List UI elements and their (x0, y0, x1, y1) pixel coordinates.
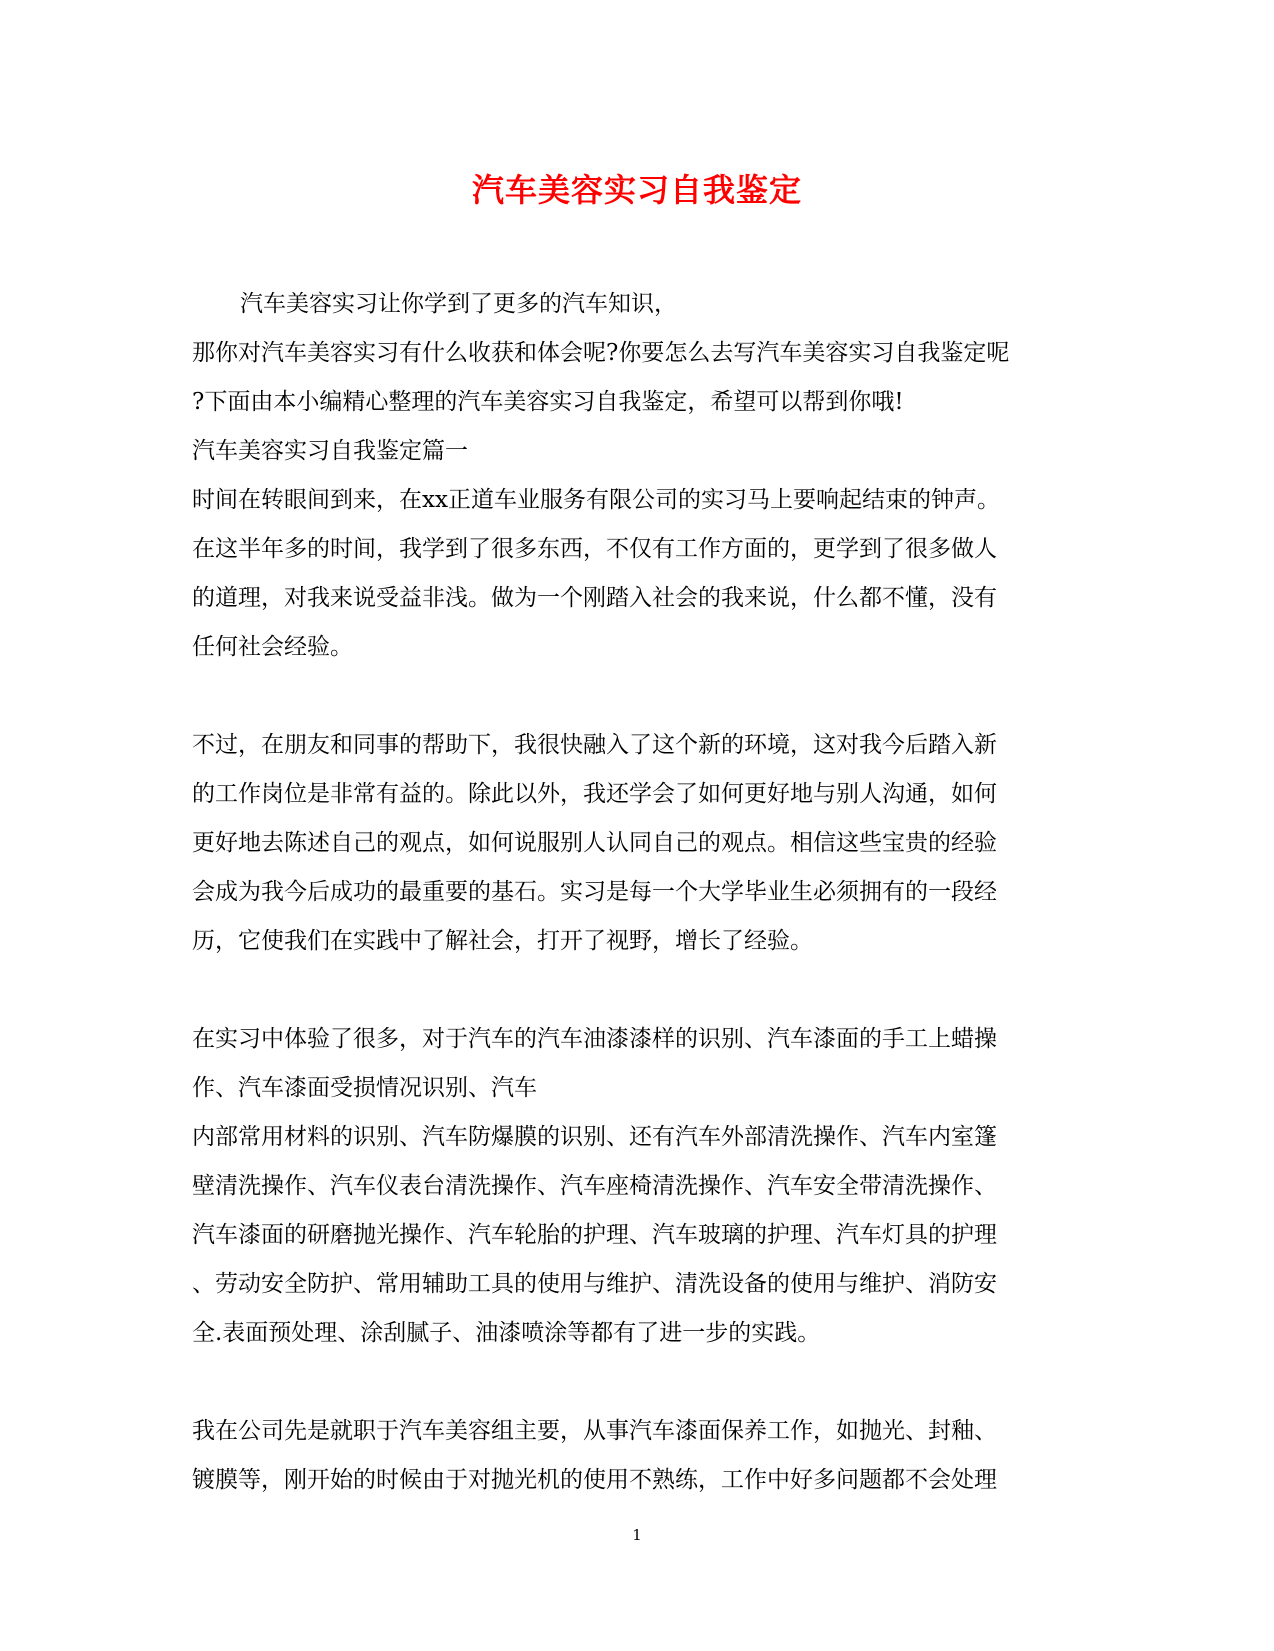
paragraph-line: 历，它使我们在实践中了解社会，打开了视野，增长了经验。 (192, 928, 813, 954)
paragraph-line: 全.表面预处理、涂刮腻子、油漆喷涂等都有了进一步的实践。 (192, 1320, 821, 1346)
paragraph-line: 内部常用材料的识别、汽车防爆膜的识别、还有汽车外部清洗操作、汽车内室篷 (192, 1124, 997, 1150)
paragraph-line: ?下面由本小编精心整理的汽车美容实习自我鉴定，希望可以帮到你哦! (192, 389, 904, 415)
paragraph-line: 的道理，对我来说受益非浅。做为一个刚踏入社会的我来说，什么都不懂，没有 (192, 585, 997, 611)
paragraph-line: 镀膜等，刚开始的时候由于对抛光机的使用不熟练，工作中好多问题都不会处理 (192, 1467, 997, 1493)
paragraph-gap (192, 672, 1092, 721)
paragraph-line: 我在公司先是就职于汽车美容组主要，从事汽车漆面保养工作，如抛光、封釉、 (192, 1418, 997, 1444)
paragraph-line: 、劳动安全防护、常用辅助工具的使用与维护、清洗设备的使用与维护、消防安 (192, 1271, 997, 1297)
paragraph-line: 在这半年多的时间，我学到了很多东西，不仅有工作方面的，更学到了很多做人 (192, 536, 997, 562)
paragraph-line: 的工作岗位是非常有益的。除此以外，我还学会了如何更好地与别人沟通，如何 (192, 781, 997, 807)
paragraph-line: 会成为我今后成功的最重要的基石。实习是每一个大学毕业生必须拥有的一段经 (192, 879, 997, 905)
paragraph-line: 任何社会经验。 (192, 634, 353, 660)
paragraph-line: 作、汽车漆面受损情况识别、汽车 (192, 1075, 537, 1101)
paragraph-gap (192, 1358, 1092, 1407)
paragraph-line: 在实习中体验了很多，对于汽车的汽车油漆漆样的识别、汽车漆面的手工上蜡操 (192, 1026, 997, 1052)
paragraph-gap (192, 966, 1092, 1015)
paragraph-line: 汽车漆面的研磨抛光操作、汽车轮胎的护理、汽车玻璃的护理、汽车灯具的护理 (192, 1222, 997, 1248)
paragraph-line: 汽车美容实习让你学到了更多的汽车知识， (240, 291, 677, 317)
paragraph-line: 时间在转眼间到来，在xx正道车业服务有限公司的实习马上要响起结束的钟声。 (192, 487, 1000, 513)
paragraph-line: 更好地去陈述自己的观点，如何说服别人认同自己的观点。相信这些宝贵的经验 (192, 830, 997, 856)
paragraph-line: 壁清洗操作、汽车仪表台清洗操作、汽车座椅清洗操作、汽车安全带清洗操作、 (192, 1173, 997, 1199)
document-body (192, 280, 1092, 1505)
paragraph-line: 不过，在朋友和同事的帮助下，我很快融入了这个新的环境，这对我今后踏入新 (192, 732, 997, 758)
section-heading: 汽车美容实习自我鉴定篇一 (192, 438, 468, 464)
paragraph-line: 那你对汽车美容实习有什么收获和体会呢?你要怎么去写汽车美容实习自我鉴定呢 (192, 340, 1010, 366)
page-number: 1 (632, 1526, 642, 1544)
document-title: 汽车美容实习自我鉴定 (471, 171, 802, 209)
